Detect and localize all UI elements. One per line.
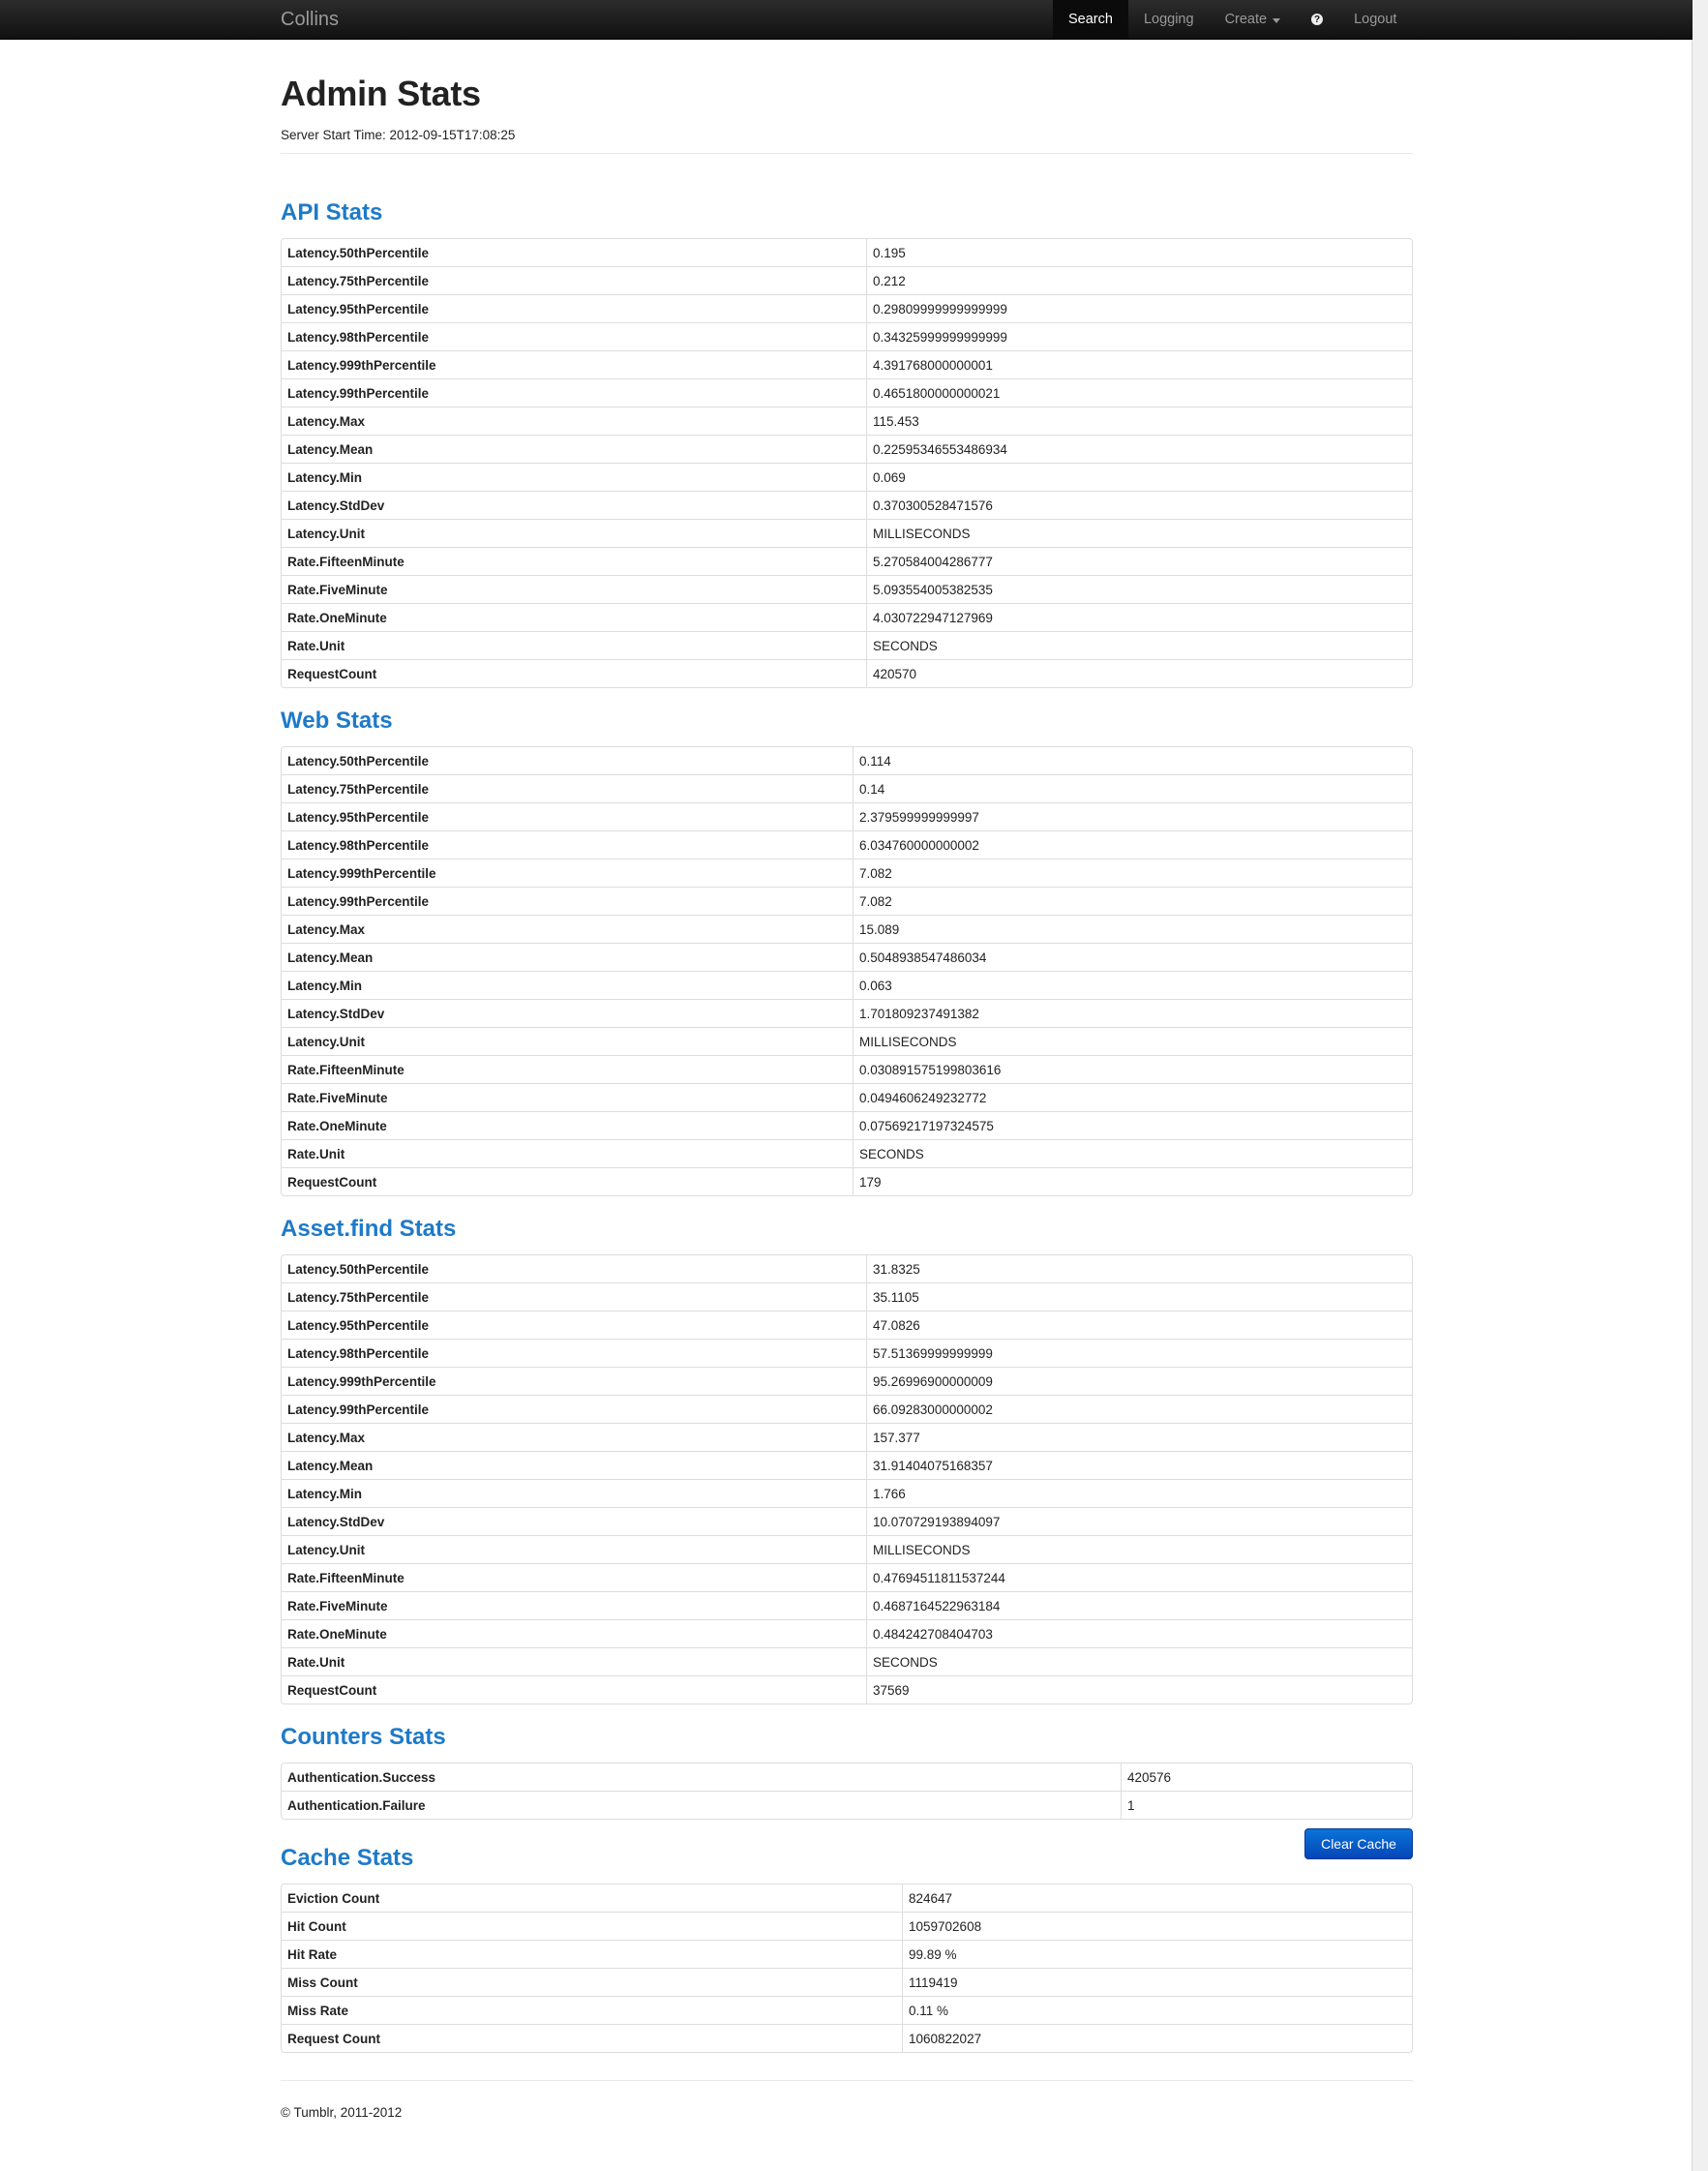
stat-name: Latency.999thPercentile	[282, 1367, 867, 1395]
stat-value: 0.063	[854, 971, 1412, 999]
table-row	[282, 1479, 1412, 1507]
api-stats-section	[281, 199, 1413, 688]
table-row	[282, 1167, 1412, 1195]
table-row	[282, 631, 1412, 659]
stat-name: Latency.50thPercentile	[282, 747, 854, 774]
section-title: Asset.find Stats	[281, 1216, 457, 1242]
stat-name: Latency.999thPercentile	[282, 859, 854, 887]
stat-name: Authentication.Failure	[282, 1791, 1122, 1819]
stat-name: Latency.Min	[282, 1479, 867, 1507]
table-row	[282, 1111, 1412, 1139]
stat-value: 824647	[909, 1890, 953, 1906]
table-row	[282, 774, 1412, 802]
table-row	[282, 1940, 1412, 1968]
stat-name: Hit Count	[282, 1912, 903, 1940]
stat-value: 47.0826	[867, 1311, 1412, 1339]
stat-value: 179	[854, 1167, 1412, 1195]
table-row	[282, 463, 1412, 491]
stat-value: 0.07569217197324575	[854, 1111, 1412, 1139]
table-row	[282, 1282, 1412, 1311]
stat-name: Latency.95thPercentile	[282, 294, 867, 322]
table-row	[282, 519, 1412, 547]
table-row	[282, 1591, 1412, 1619]
stat-value: 31.91404075168357	[867, 1451, 1412, 1479]
stat-name: Latency.75thPercentile	[282, 266, 867, 294]
table-row	[282, 1311, 1412, 1339]
stat-value: 0.5048938547486034	[854, 943, 1412, 971]
brand-logo[interactable]: Collins	[281, 9, 340, 30]
table-row	[282, 1968, 1412, 1996]
stat-name: Latency.98thPercentile	[282, 830, 854, 859]
table-row	[282, 1885, 1412, 1912]
table-row	[282, 1791, 1412, 1819]
counters-stats-section	[281, 1724, 1413, 1820]
stat-value: 1.766	[867, 1479, 1412, 1507]
stat-value: 0.0494606249232772	[854, 1083, 1412, 1111]
stat-name: Latency.75thPercentile	[282, 1282, 867, 1311]
table-row	[282, 1912, 1412, 1940]
caret-down-icon	[1273, 18, 1280, 23]
table-row	[282, 1339, 1412, 1367]
table-row	[282, 1563, 1412, 1591]
divider	[281, 2080, 1413, 2081]
table-row	[282, 2024, 1412, 2052]
server-start-time: Server Start Time: 2012-09-15T17:08:25	[281, 128, 516, 142]
stat-name: Miss Rate	[282, 1996, 903, 2024]
table-row	[282, 1395, 1412, 1423]
stat-value: 0.030891575199803616	[854, 1055, 1412, 1083]
table-row	[282, 1139, 1412, 1167]
table-row	[282, 802, 1412, 830]
table-row	[282, 491, 1412, 519]
asset-find-stats-table	[281, 1254, 1413, 1704]
table-row	[282, 239, 1412, 266]
table-row	[282, 603, 1412, 631]
table-row	[282, 1055, 1412, 1083]
stat-value: 5.093554005382535	[867, 575, 1412, 603]
stat-value: SECONDS	[867, 631, 1412, 659]
stat-value: 0.47694511811537244	[867, 1563, 1412, 1591]
clear-cache-button[interactable]: Clear Cache	[1304, 1828, 1413, 1859]
stat-value: 0.195	[873, 245, 906, 260]
table-row	[282, 887, 1412, 915]
table-row	[282, 1996, 1412, 2024]
stat-value: 0.22595346553486934	[867, 435, 1412, 463]
table-row	[282, 1764, 1412, 1791]
table-row	[282, 322, 1412, 350]
stat-value: 0.212	[867, 266, 1412, 294]
stat-name: Latency.99thPercentile	[282, 378, 867, 407]
stat-value: 57.51369999999999	[867, 1339, 1412, 1367]
stat-name: Latency.Max	[282, 915, 854, 943]
stat-name: Rate.OneMinute	[282, 1619, 867, 1647]
table-row	[282, 1423, 1412, 1451]
stat-value: 95.26996900000009	[867, 1367, 1412, 1395]
stat-value: 1	[1122, 1791, 1412, 1819]
table-row	[282, 378, 1412, 407]
stat-value: 2.379599999999997	[854, 802, 1412, 830]
stat-value: 1119419	[903, 1968, 1412, 1996]
stat-value: SECONDS	[867, 1647, 1412, 1675]
table-row	[282, 1451, 1412, 1479]
stat-name: Latency.Min	[282, 971, 854, 999]
stat-value: 0.484242708404703	[867, 1619, 1412, 1647]
stat-name: Rate.OneMinute	[282, 603, 867, 631]
stat-value: 0.4651800000000021	[867, 378, 1412, 407]
stat-value: 0.069	[867, 463, 1412, 491]
help-icon: ?	[1311, 14, 1323, 25]
table-row	[282, 1507, 1412, 1535]
stat-value: 4.030722947127969	[867, 603, 1412, 631]
stat-name: RequestCount	[282, 1675, 867, 1704]
table-row	[282, 659, 1412, 687]
table-row	[282, 266, 1412, 294]
table-row	[282, 1255, 1412, 1282]
stat-name: Latency.95thPercentile	[282, 1311, 867, 1339]
api-stats-table	[281, 238, 1413, 688]
table-row	[282, 1647, 1412, 1675]
table-row	[282, 407, 1412, 435]
stat-name: Latency.StdDev	[282, 491, 867, 519]
stat-name: Miss Count	[282, 1968, 903, 1996]
stat-name: Latency.75thPercentile	[282, 774, 854, 802]
table-row	[282, 1027, 1412, 1055]
table-row	[282, 1083, 1412, 1111]
stat-name: Latency.Max	[282, 1423, 867, 1451]
stat-value: 37569	[867, 1675, 1412, 1704]
stat-value: 31.8325	[873, 1261, 920, 1277]
stat-value: 7.082	[854, 859, 1412, 887]
asset-find-stats-section	[281, 1216, 1413, 1704]
section-title: Counters Stats	[281, 1724, 446, 1750]
stat-value: MILLISECONDS	[867, 519, 1412, 547]
stat-name: Latency.99thPercentile	[282, 1395, 867, 1423]
stat-name: Rate.FiveMinute	[282, 1591, 867, 1619]
table-row	[282, 747, 1412, 774]
stat-value: 115.453	[867, 407, 1412, 435]
stat-name: Latency.98thPercentile	[282, 1339, 867, 1367]
stat-value: 35.1105	[867, 1282, 1412, 1311]
table-row	[282, 1367, 1412, 1395]
stat-name: Latency.Mean	[282, 1451, 867, 1479]
table-row	[282, 435, 1412, 463]
stat-value: 0.114	[859, 753, 891, 769]
section-title: Web Stats	[281, 708, 393, 734]
table-row	[282, 859, 1412, 887]
table-row	[282, 971, 1412, 999]
stat-value: 420576	[1127, 1769, 1172, 1785]
counters-stats-table	[281, 1763, 1413, 1820]
stat-name: Rate.Unit	[282, 1139, 854, 1167]
stat-value: 10.070729193894097	[867, 1507, 1412, 1535]
table-row	[282, 830, 1412, 859]
section-title: API Stats	[281, 199, 383, 226]
stat-value: 0.34325999999999999	[867, 322, 1412, 350]
stat-name: Latency.StdDev	[282, 999, 854, 1027]
stat-name: Rate.FiveMinute	[282, 575, 867, 603]
stat-name: Latency.Unit	[282, 1535, 867, 1563]
stat-value: MILLISECONDS	[867, 1535, 1412, 1563]
stat-value: 0.4687164522963184	[867, 1591, 1412, 1619]
stat-name: Rate.Unit	[282, 1647, 867, 1675]
stat-value: 157.377	[867, 1423, 1412, 1451]
stat-name: Latency.99thPercentile	[282, 887, 854, 915]
stat-name: Latency.Mean	[282, 435, 867, 463]
web-stats-table	[281, 746, 1413, 1196]
nav-logout[interactable]: Logout	[1354, 12, 1397, 27]
stat-value: MILLISECONDS	[854, 1027, 1412, 1055]
stat-name: Hit Rate	[282, 1940, 903, 1968]
table-row	[282, 350, 1412, 378]
stat-name: Latency.Min	[282, 463, 867, 491]
stat-value: 66.09283000000002	[867, 1395, 1412, 1423]
stat-value: 15.089	[854, 915, 1412, 943]
stat-name: RequestCount	[282, 1167, 854, 1195]
stat-value: 4.391768000000001	[867, 350, 1412, 378]
table-row	[282, 943, 1412, 971]
nav-create[interactable]: Create	[1210, 0, 1297, 39]
cache-stats-section	[281, 1845, 1413, 2053]
stat-name: Latency.50thPercentile	[282, 1255, 867, 1282]
stat-name: RequestCount	[282, 659, 867, 687]
footer-copyright: © Tumblr, 2011-2012	[281, 2105, 403, 2120]
stat-name: Rate.FifteenMinute	[282, 547, 867, 575]
section-title: Cache Stats	[281, 1845, 414, 1871]
stat-name: Latency.Unit	[282, 519, 867, 547]
nav-logging[interactable]: Logging	[1143, 12, 1194, 27]
stat-value: 1.701809237491382	[854, 999, 1412, 1027]
table-row	[282, 1535, 1412, 1563]
stat-value: 0.370300528471576	[867, 491, 1412, 519]
stat-value: SECONDS	[854, 1139, 1412, 1167]
table-row	[282, 1675, 1412, 1704]
table-row	[282, 294, 1412, 322]
stat-value: 1059702608	[903, 1912, 1412, 1940]
stat-name: Latency.Mean	[282, 943, 854, 971]
stat-value: 0.11 %	[903, 1996, 1412, 2024]
stat-value: 99.89 %	[903, 1940, 1412, 1968]
nav-search[interactable]: Search	[1053, 0, 1128, 39]
stat-value: 420570	[867, 659, 1412, 687]
table-row	[282, 575, 1412, 603]
stat-name: Latency.50thPercentile	[282, 239, 867, 266]
stat-value: 0.29809999999999999	[867, 294, 1412, 322]
web-stats-section	[281, 708, 1413, 1196]
divider	[281, 153, 1413, 154]
page-title: Admin Stats	[281, 74, 481, 113]
stat-value: 6.034760000000002	[854, 830, 1412, 859]
stat-name: Rate.FifteenMinute	[282, 1563, 867, 1591]
stat-value: 5.270584004286777	[867, 547, 1412, 575]
top-navbar	[0, 0, 1693, 40]
stat-name: Authentication.Success	[282, 1764, 1122, 1791]
stat-name: Rate.OneMinute	[282, 1111, 854, 1139]
table-row	[282, 915, 1412, 943]
stat-name: Eviction Count	[282, 1885, 903, 1912]
table-row	[282, 547, 1412, 575]
table-row	[282, 999, 1412, 1027]
stat-name: Request Count	[282, 2024, 903, 2052]
stat-name: Latency.95thPercentile	[282, 802, 854, 830]
cache-stats-table	[281, 1884, 1413, 2053]
stat-name: Rate.FiveMinute	[282, 1083, 854, 1111]
nav-menu	[1053, 0, 1412, 39]
stat-name: Latency.StdDev	[282, 1507, 867, 1535]
nav-help[interactable]	[1296, 0, 1338, 39]
stat-value: 0.14	[854, 774, 1412, 802]
stat-name: Latency.Max	[282, 407, 867, 435]
stat-name: Rate.Unit	[282, 631, 867, 659]
stat-name: Latency.Unit	[282, 1027, 854, 1055]
stat-name: Latency.999thPercentile	[282, 350, 867, 378]
stat-value: 1060822027	[903, 2024, 1412, 2052]
stat-name: Latency.98thPercentile	[282, 322, 867, 350]
table-row	[282, 1619, 1412, 1647]
window-scrollbar[interactable]	[1692, 0, 1708, 2171]
stat-value: 7.082	[854, 887, 1412, 915]
stat-name: Rate.FifteenMinute	[282, 1055, 854, 1083]
